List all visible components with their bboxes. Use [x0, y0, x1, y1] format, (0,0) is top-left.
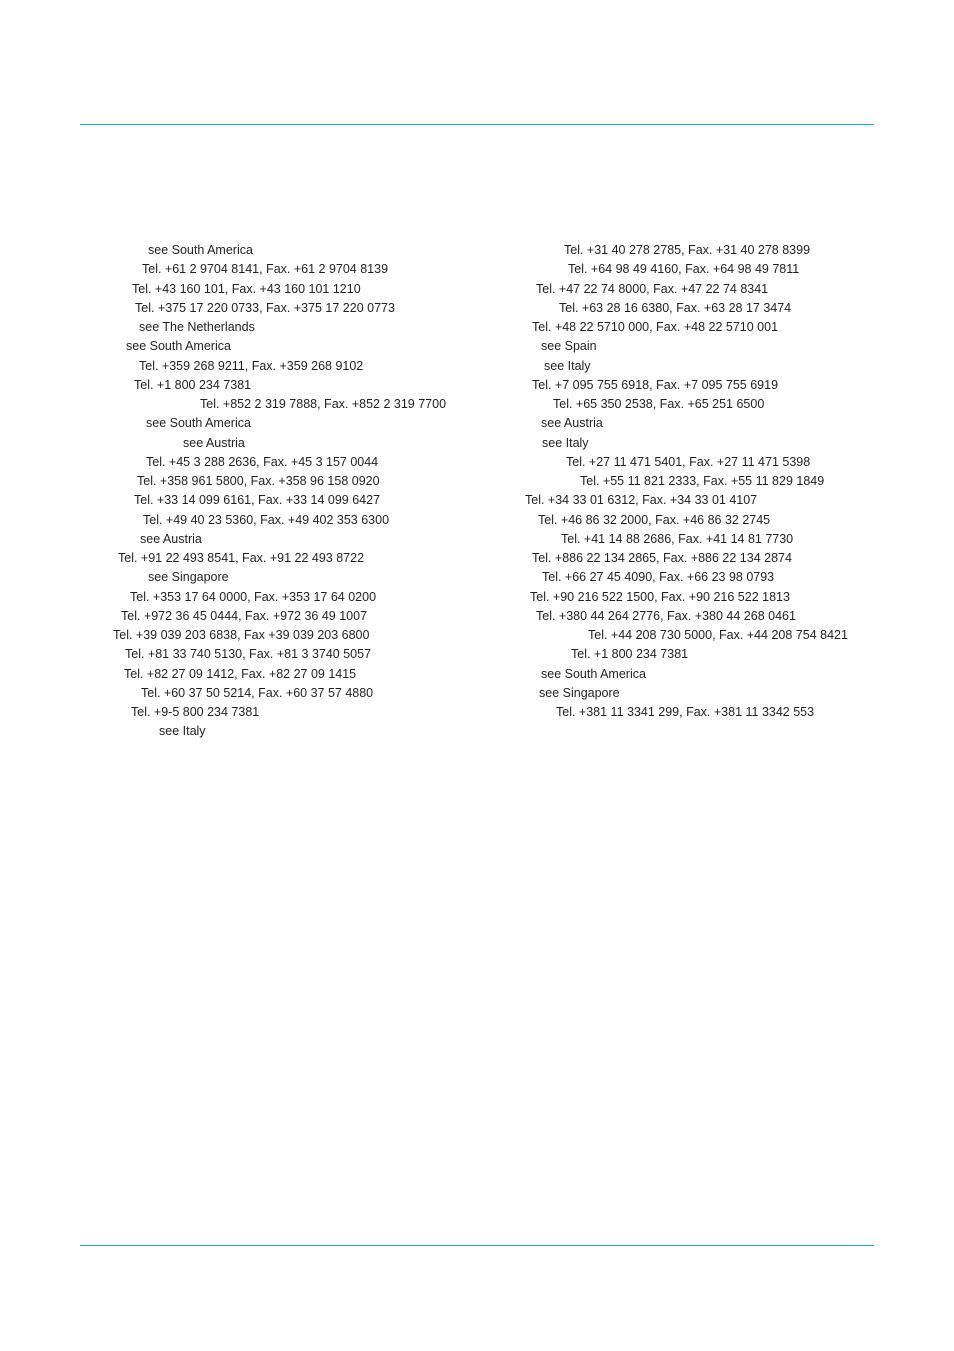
contact-entry: Tel. +55 11 821 2333, Fax. +55 11 829 1849: [580, 474, 825, 488]
contact-entry: see The Netherlands: [139, 320, 255, 334]
contact-entry: see Austria: [140, 531, 202, 546]
contact-entry: Tel. +81 33 740 5130, Fax. +81 3 3740 5057: [125, 647, 372, 662]
contact-entry: Tel. +45 3 288 2636, Fax. +45 3 157 0044: [146, 454, 379, 469]
footer-rule: [80, 1245, 874, 1246]
contact-entry: Tel. +90 216 522 1500, Fax. +90 216 522 1813: [530, 589, 790, 604]
contact-entry: Tel. +31 40 278 2785, Fax. +31 40 278 8399: [564, 243, 811, 257]
contact-entry: Tel. +43 160 101, Fax. +43 160 101 1210: [132, 281, 361, 296]
contact-entry: Tel. +60 37 50 5214, Fax. +60 37 57 4880: [141, 685, 374, 700]
contact-entry: Tel. +33 14 099 6161, Fax. +33 14 099 6427: [134, 493, 381, 508]
contact-entry: see Italy: [159, 724, 206, 739]
contact-entry: Tel. +972 36 45 0444, Fax. +972 36 49 1007: [121, 608, 368, 623]
contact-entry: see Austria: [183, 435, 245, 450]
contact-entry: see Spain: [541, 339, 597, 354]
contact-entry: see Austria: [541, 416, 603, 431]
contact-entry: see South America: [146, 416, 251, 431]
contact-entry: Tel. +39 039 203 6838, Fax +39 039 203 6800: [113, 628, 370, 642]
contact-entry: Tel. +852 2 319 7888, Fax. +852 2 319 7700: [200, 397, 447, 411]
contact-entry: Tel. +66 27 45 4090, Fax. +66 23 98 0793: [542, 570, 775, 585]
contact-entry: Tel. +41 14 88 2686, Fax. +41 14 81 7730: [561, 531, 794, 546]
contact-entry: Tel. +63 28 16 6380, Fax. +63 28 17 3474: [559, 300, 792, 315]
contact-entry: Tel. +61 2 9704 8141, Fax. +61 2 9704 8139: [142, 262, 389, 277]
contact-entry: Tel. +353 17 64 0000, Fax. +353 17 64 0200: [130, 589, 377, 604]
header-rule: [80, 124, 874, 125]
contact-entry: see Italy: [542, 435, 589, 450]
contact-entry: Tel. +1 800 234 7381: [571, 647, 689, 662]
contact-entry: Tel. +359 268 9211, Fax. +359 268 9102: [139, 358, 364, 373]
contact-entry: see South America: [126, 339, 231, 354]
contact-entry: Tel. +46 86 32 2000, Fax. +46 86 32 2745: [538, 512, 771, 527]
contact-entry: see South America: [541, 666, 646, 681]
contact-entry: see Italy: [544, 358, 591, 373]
contact-entry: Tel. +49 40 23 5360, Fax. +49 402 353 6300: [143, 512, 390, 527]
contact-entry: Tel. +7 095 755 6918, Fax. +7 095 755 6919: [532, 377, 779, 392]
contact-entry: see South America: [148, 243, 253, 257]
contact-entry: Tel. +65 350 2538, Fax. +65 251 6500: [553, 397, 765, 411]
contact-entry: Tel. +48 22 5710 000, Fax. +48 22 5710 001: [532, 320, 779, 334]
contact-entry: Tel. +886 22 134 2865, Fax. +886 22 134 2874: [532, 551, 792, 565]
contact-entry: see Singapore: [539, 685, 620, 700]
contact-list-left: [100, 241, 500, 742]
contact-entry: Tel. +91 22 493 8541, Fax. +91 22 493 8722: [118, 551, 365, 565]
contact-entry: Tel. +44 208 730 5000, Fax. +44 208 754 8421: [588, 628, 848, 642]
contact-entry: Tel. +34 33 01 6312, Fax. +34 33 01 4107: [525, 493, 758, 508]
contact-list-right: [520, 241, 880, 722]
contact-entry: Tel. +375 17 220 0733, Fax. +375 17 220 0773: [135, 300, 395, 315]
contact-entry: Tel. +358 961 5800, Fax. +358 96 158 0920: [137, 474, 380, 488]
contact-entry: Tel. +64 98 49 4160, Fax. +64 98 49 7811: [568, 262, 800, 277]
contact-entry: Tel. +1 800 234 7381: [134, 377, 252, 392]
contact-entry: Tel. +380 44 264 2776, Fax. +380 44 268 0461: [536, 608, 796, 623]
contact-entry: see Singapore: [148, 570, 229, 585]
contact-entry: Tel. +381 11 3341 299, Fax. +381 11 3342 553: [556, 705, 815, 719]
contact-entry: Tel. +9-5 800 234 7381: [131, 705, 260, 719]
contact-entry: Tel. +47 22 74 8000, Fax. +47 22 74 8341: [536, 281, 769, 296]
contact-entry: Tel. +27 11 471 5401, Fax. +27 11 471 5398: [566, 454, 811, 469]
contact-entry: Tel. +82 27 09 1412, Fax. +82 27 09 1415: [124, 666, 357, 681]
